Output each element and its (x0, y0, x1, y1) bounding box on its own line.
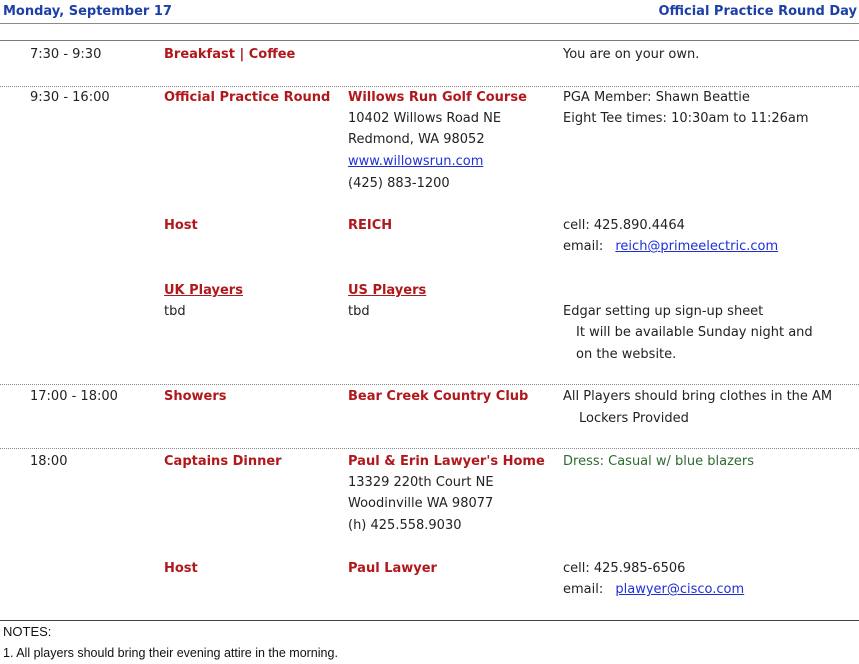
showers-lockers: Lockers Provided (579, 411, 689, 426)
top-divider (0, 40, 859, 41)
signup-line3: on the website. (576, 347, 677, 362)
dinner-address-line2: Woodinville WA 98077 (348, 496, 494, 511)
dinner-address-line1: 13329 220th Court NE (348, 475, 494, 490)
practice-pga-member: PGA Member: Shawn Beattie (563, 90, 750, 105)
breakfast-note: You are on your own. (563, 47, 700, 62)
practice-host-cell: cell: 425.890.4464 (563, 218, 685, 233)
uk-players-label: UK Players (164, 283, 243, 298)
notes-item: 1. All players should bring their evening attire in the morning. (3, 646, 338, 660)
header-date: Monday, September 17 (3, 4, 172, 19)
dinner-dress-code: Dress: Casual w/ blue blazers (563, 454, 755, 469)
practice-host-email-link[interactable]: reich@primeelectric.com (615, 239, 779, 254)
showers-time: 17:00 - 18:00 (30, 389, 118, 404)
header-title: Official Practice Round Day (658, 4, 857, 19)
practice-event: Official Practice Round (164, 90, 331, 105)
us-players-value: tbd (348, 304, 370, 319)
dinner-host-cell: cell: 425.985-6506 (563, 561, 686, 576)
practice-host-label: Host (164, 218, 198, 233)
practice-website-link[interactable]: www.willowsrun.com (348, 154, 484, 169)
breakfast-time: 7:30 - 9:30 (30, 47, 102, 62)
practice-host-email-label: email: (563, 239, 604, 254)
showers-event: Showers (164, 389, 227, 404)
row-divider (0, 448, 859, 449)
dinner-time: 18:00 (30, 454, 68, 469)
showers-venue: Bear Creek Country Club (348, 389, 529, 404)
dinner-host-email-row (563, 579, 744, 600)
us-players-label: US Players (348, 283, 427, 298)
showers-note: All Players should bring clothes in the AM (563, 389, 833, 404)
practice-phone: (425) 883-1200 (348, 176, 450, 191)
uk-players-value: tbd (164, 304, 186, 319)
signup-line1: Edgar setting up sign-up sheet (563, 304, 764, 319)
dinner-host-name: Paul Lawyer (348, 561, 437, 576)
practice-address-line1: 10402 Willows Road NE (348, 111, 502, 126)
practice-time: 9:30 - 16:00 (30, 90, 110, 105)
practice-host-email-row (563, 236, 778, 257)
dinner-host-email-link[interactable]: plawyer@cisco.com (615, 582, 745, 597)
practice-venue: Willows Run Golf Course (348, 90, 527, 105)
practice-address-line2: Redmond, WA 98052 (348, 132, 485, 147)
dinner-event: Captains Dinner (164, 454, 282, 469)
notes-title: NOTES: (3, 624, 52, 639)
page-header (0, 0, 859, 24)
signup-line2: It will be available Sunday night and (576, 325, 813, 340)
dinner-host-label: Host (164, 561, 198, 576)
notes-divider (0, 620, 859, 621)
breakfast-event: Breakfast | Coffee (164, 47, 296, 62)
row-divider (0, 384, 859, 385)
practice-host-name: REICH (348, 218, 393, 233)
dinner-host-email-label: email: (563, 582, 604, 597)
dinner-venue: Paul & Erin Lawyer's Home (348, 454, 545, 469)
dinner-phone: (h) 425.558.9030 (348, 518, 462, 533)
practice-tee-times: Eight Tee times: 10:30am to 11:26am (563, 111, 809, 126)
